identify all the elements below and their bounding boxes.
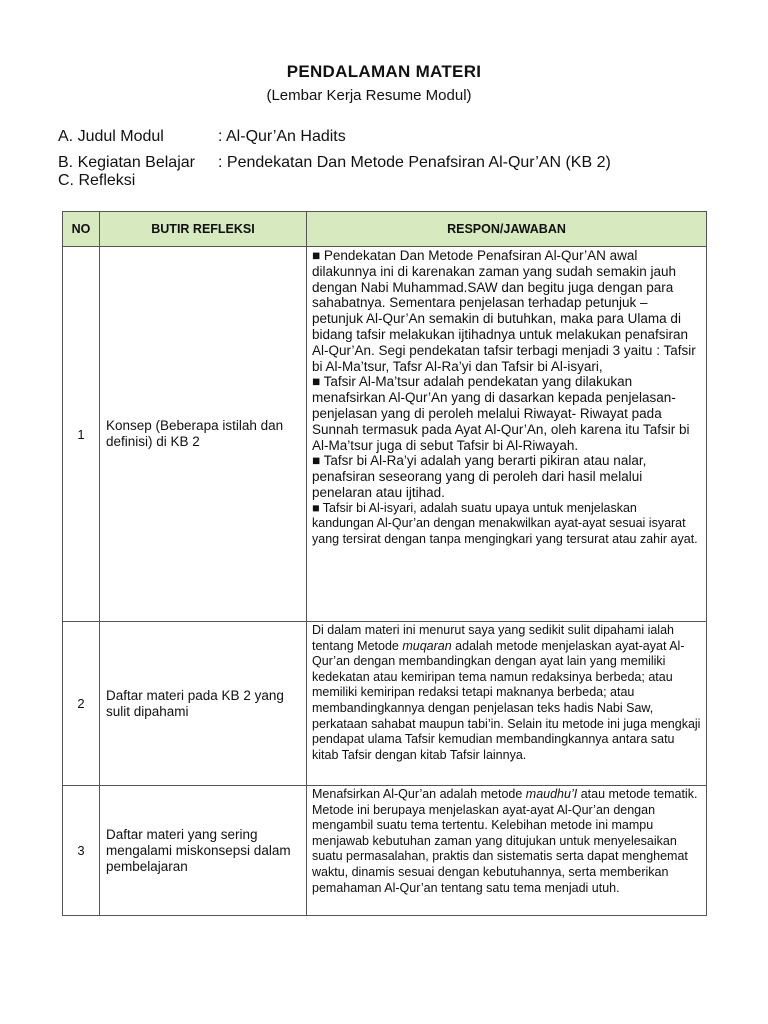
table-header-row — [63, 212, 707, 247]
row-no: 2 — [63, 622, 100, 786]
row-butir: Daftar materi yang sering mengalami miskonsepsi dalam pembelajaran — [100, 786, 307, 916]
table-row — [63, 786, 707, 916]
page-title: PENDALAMAN MATERI — [286, 62, 482, 81]
meta-kegiatan-belajar — [58, 154, 611, 172]
row-respon — [307, 786, 707, 916]
header-respon: RESPON/JAWABAN — [307, 212, 707, 247]
meta-label: A. Judul Modul — [58, 128, 164, 145]
row-butir: Konsep (Beberapa istilah dan definisi) di KB 2 — [100, 247, 307, 622]
respon-paragraph: ■ Tafsir bi Al-isyari, adalah suatu upaya untuk menjelaskan kandungan Al-Qur’an dengan menakwilkan ayat-ayat sesuai isyarat yang tersirat dengan tanpa mengingkari yang tersurat atau zahir ayat. — [312, 500, 698, 546]
respon-paragraph: ■ Pendekatan Dan Metode Penafsiran Al-Qur’AN awal dilakunnya ini di karenakan zaman yang sudah semakin jauh dengan Nabi Muhammad.SAW dan begitu juga dengan para sahabatnya. Sementara penjelasan terhadap petunjuk – petunjuk Al-Qur’An semakin di butuhkan, maka para Ulama di bidang tafsir melakukan ijtihadnya untuk melakukan penafsiran Al-Qur’An. Segi pendekatan tafsir terbagi menjadi 3 yaitu : Tafsir bi Al-Ma’tsur, Tafsr Al-Ra’yi dan Tafsir bi Al-isyari, — [312, 248, 696, 374]
meta-label: B. Kegiatan Belajar — [58, 154, 195, 171]
row-butir: Daftar materi pada KB 2 yang sulit dipahami — [100, 622, 307, 786]
header-butir: BUTIR REFLEKSI — [100, 212, 307, 247]
row-no: 1 — [63, 247, 100, 622]
meta-label: C. Refleksi — [58, 172, 136, 189]
meta-value: : Al-Qur’An Hadits — [218, 128, 346, 145]
table-row — [63, 247, 707, 622]
table-row — [63, 622, 707, 786]
respon-text: Menafsirkan Al-Qur’an adalah metode — [312, 787, 526, 801]
row-no: 3 — [63, 786, 100, 916]
respon-emphasis: maudhu’I — [525, 787, 578, 801]
meta-judul-modul — [58, 128, 346, 146]
header-no: NO — [63, 212, 100, 247]
page-subtitle: (Lembar Kerja Resume Modul) — [266, 87, 472, 104]
respon-paragraph: ■ Tafsir Al-Ma’tsur adalah pendekatan yang dilakukan menafsirkan Al-Qur’An yang di dasarkan kepada penjelasan-penjelasan yang di peroleh melalui Riwayat- Riwayat pada Sunnah termasuk pada Ayat Al-Qur’An, oleh karena itu Tafsir bi Al-Ma’tsur juga di sebut Tafsir bi Al-Riwayah. — [312, 374, 690, 453]
respon-text: adalah metode menjelaskan ayat-ayat Al-Qur’an dengan membandingkan dengan ayat lain yang memiliki kedekatan atau kemiripan tema namun redaksinya berbeda; atau memiliki kemiripan redaksi tetapi maknanya berbeda; atau membandingkannya dengan penjelasan teks hadis Nabi Saw, perkataan sahabat maupun tabi’in. Selain itu metode ini juga mengkaji pendapat ulama Tafsir kemudian membandingkannya antara satu kitab Tafsir dengan kitab Tafsir lainnya. — [312, 638, 701, 762]
respon-text: atau metode tematik. Metode ini berupaya menjelaskan ayat-ayat Al-Qur’an dengan mengambil suatu tema tertentu. Kelebihan metode ini mampu menjawab kebutuhan zaman yang ditujukan untuk menyelesaikan suatu permasalahan, praktis dan sistematis serta dapat menghemat waktu, dinamis sesuai dengan kebutuhannya, serta memberikan pemahaman Al-Qur’an tentang satu tema menjadi utuh. — [312, 787, 698, 895]
meta-value: : Pendekatan Dan Metode Penafsiran Al-Qur’AN (KB 2) — [218, 154, 611, 171]
row-respon — [307, 622, 707, 786]
respon-paragraph: ■ Tafsr bi Al-Ra’yi adalah yang berarti pikiran atau nalar, penafsiran seseorang yang di peroleh dari hasil melalui penelaran atau ijtihad. — [312, 453, 647, 500]
row-respon — [307, 247, 707, 622]
meta-refleksi — [58, 172, 135, 190]
respon-emphasis: muqaran — [402, 638, 452, 653]
refleksi-table — [62, 211, 707, 916]
respon-text: Di dalam materi ini menurut saya yang sedikit sulit dipahami ialah tentang Metode — [312, 623, 674, 653]
